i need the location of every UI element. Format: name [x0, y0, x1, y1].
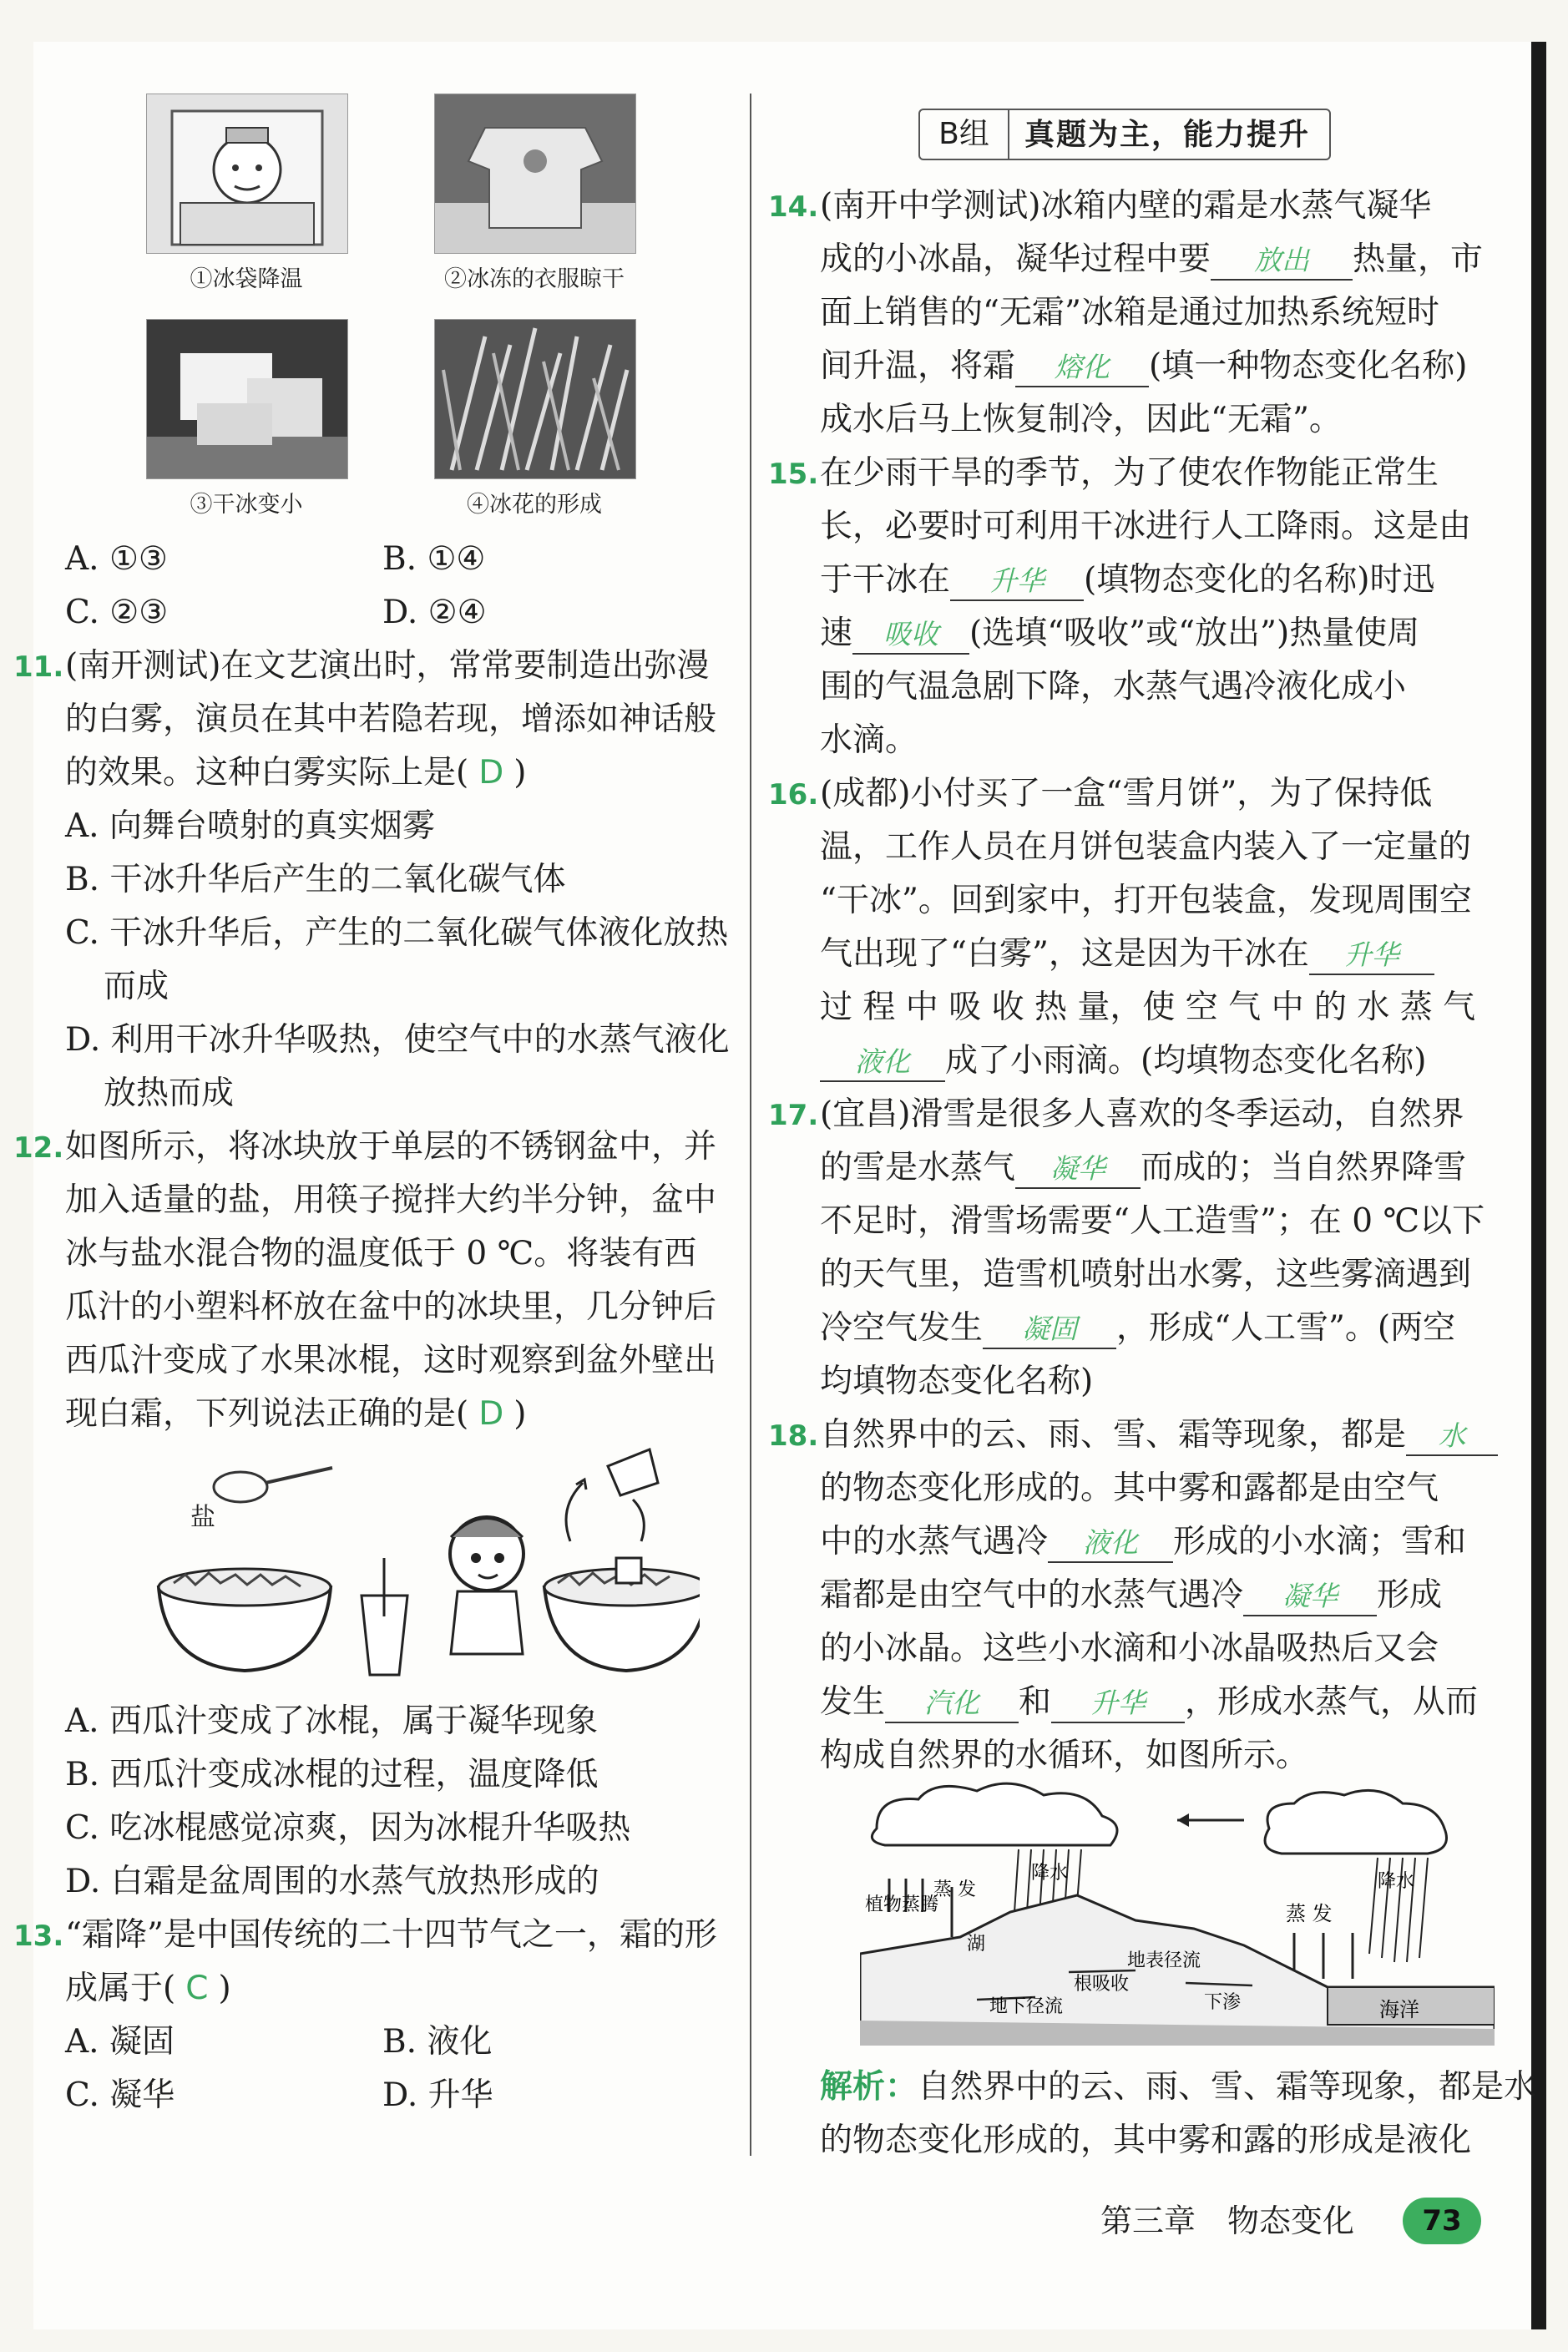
- q18-blank-3[interactable]: 凝华: [1243, 1578, 1377, 1616]
- q17-text: 不足时，滑雪场需要“人工造雪”；在 0 ℃以下: [820, 1202, 1485, 1240]
- q12-text: 西瓜汁变成了水果冰棍，这时观察到盆外壁出: [65, 1342, 717, 1379]
- q12-text: 如图所示，将冰块放于单层的不锈钢盆中，并: [65, 1128, 717, 1166]
- question-12: [13, 1120, 733, 1909]
- question-number: 16.: [768, 778, 819, 812]
- diagram-label-ocean: 海洋: [1379, 1998, 1419, 2021]
- q16-text: 成了小雨滴。(均填物态变化名称): [945, 1042, 1427, 1080]
- q15-text: 长，必要时可利用干冰进行人工降雨。这是由: [820, 508, 1472, 545]
- diagram-label-evaporation: 蒸 发: [933, 1879, 976, 1900]
- photo-ice-flower: [434, 319, 636, 479]
- q18-blank-4[interactable]: 汽化: [885, 1685, 1019, 1723]
- q18-text: 形成: [1377, 1576, 1443, 1614]
- q10-option-d[interactable]: D. ②④: [382, 594, 487, 631]
- q10-option-b[interactable]: B. ①④: [382, 540, 486, 578]
- question-15: [768, 447, 1488, 767]
- diagram-label-transpiration: 植物蒸腾: [865, 1894, 939, 1915]
- q11-option-d[interactable]: D. 利用干冰升华吸热，使空气中的水蒸气液化: [65, 1021, 730, 1059]
- q11-option-d-cont: 放热而成: [104, 1075, 235, 1112]
- q18-blank-5[interactable]: 升华: [1051, 1685, 1185, 1723]
- q18-text: 和: [1019, 1683, 1052, 1721]
- diagram-label-evaporation-sea: 蒸 发: [1286, 1902, 1333, 1925]
- group-title: 真题为主，能力提升: [1024, 117, 1311, 152]
- q14-text: (南开中学测试)冰箱内壁的霜是水蒸气凝华: [820, 187, 1432, 225]
- q18-text: 发生: [820, 1683, 886, 1721]
- q12-option-d[interactable]: D. 白霜是盆周围的水蒸气放热形成的: [65, 1863, 599, 1900]
- q15-blank-2[interactable]: 吸收: [852, 616, 969, 655]
- q13-option-b[interactable]: B. 液化: [382, 2023, 493, 2061]
- question-17: [768, 1088, 1488, 1409]
- q17-text: (宜昌)滑雪是很多人喜欢的冬季运动，自然界: [820, 1095, 1464, 1133]
- q16-text: 过 程 中 吸 收 热 量，使 空 气 中 的 水 蒸 气: [820, 989, 1476, 1026]
- q15-text: 围的气温急剧下降，水蒸气遇冷液化成小: [820, 668, 1407, 706]
- q13-text: 成属于(: [65, 1970, 176, 2007]
- photo-caption: ④冰花的形成: [467, 492, 602, 518]
- q15-text: 水滴。: [820, 721, 918, 759]
- diagram-label-surface-runoff: 地表径流: [1127, 1950, 1201, 1971]
- q18-text: ，形成水蒸气，从而: [1185, 1683, 1479, 1721]
- question-number: 13.: [13, 1920, 64, 1953]
- dry-ice-icon: [147, 320, 347, 478]
- page-edge: [1531, 42, 1546, 2329]
- q17-text: ，形成“人工雪”。(两空: [1116, 1309, 1456, 1347]
- q14-blank-2[interactable]: 熔化: [1015, 349, 1149, 387]
- q15-blank-1[interactable]: 升华: [950, 563, 1084, 601]
- question-18: [768, 1409, 1488, 1783]
- q14-text: 成水后马上恢复制冷，因此“无霜”。: [820, 401, 1342, 438]
- diagram-label-lake: 湖: [967, 1934, 986, 1955]
- cloud-left-icon: [872, 1783, 1117, 1845]
- q11-text: 的效果。这种白雾实际上是(: [65, 754, 469, 792]
- diagram-label-root-absorption: 根吸收: [1074, 1974, 1130, 1995]
- question-number: 15.: [768, 458, 819, 491]
- q11-answer: D: [478, 754, 504, 792]
- q15-text: (填物态变化的名称)时迅: [1084, 561, 1435, 599]
- question-16: [768, 767, 1488, 1088]
- q13-options-row2: [65, 2069, 733, 2122]
- q14-text: 热量，市: [1353, 240, 1484, 278]
- diagram-label-precipitation-sea: 降水: [1378, 1871, 1415, 1892]
- question-13: [13, 1909, 733, 2122]
- q10-options-row1: [65, 533, 733, 586]
- frozen-clothes-icon: [435, 94, 635, 253]
- q11-option-c[interactable]: C. 干冰升华后，产生的二氧化碳气体液化放热: [65, 914, 729, 952]
- q13-option-c[interactable]: C. 凝华: [65, 2076, 175, 2114]
- q12-text: 现白霜，下列说法正确的是(: [65, 1395, 469, 1433]
- diagram-label-groundwater: 地下径流: [989, 1996, 1064, 2017]
- water-cycle-diagram: [860, 1778, 1495, 2046]
- q11-option-c-cont: 而成: [104, 968, 169, 1005]
- diagram-label-infiltration: 下渗: [1204, 1992, 1242, 2013]
- analysis-label: 解析：: [820, 2068, 918, 2106]
- q10-options-row2: [65, 586, 733, 640]
- photo-dry-ice: [146, 319, 348, 479]
- q15-text: 在少雨干旱的季节，为了使农作物能正常生: [820, 454, 1439, 492]
- q12-text: 瓜汁的小塑料杯放在盆中的冰块里，几分钟后: [65, 1288, 717, 1326]
- question-number: 17.: [768, 1099, 819, 1132]
- q14-text: 成的小冰晶，凝华过程中要: [820, 240, 1211, 278]
- q18-blank-1[interactable]: 水: [1406, 1418, 1498, 1456]
- question-number: 11.: [13, 650, 64, 684]
- analysis-text: 自然界中的云、雨、雪、霜等现象，都是水: [918, 2068, 1537, 2106]
- ice-salt-experiment-icon: [65, 1441, 700, 1692]
- salt-label: 盐: [190, 1503, 215, 1532]
- q15-text: 于干冰在: [820, 561, 951, 599]
- q13-option-a[interactable]: A. 凝固: [65, 2023, 175, 2061]
- q12-figure: [65, 1441, 733, 1695]
- q17-text: 的天气里，造雪机喷射出水雾，这些雾滴遇到: [820, 1256, 1472, 1293]
- question-14: [768, 180, 1488, 447]
- q13-option-d[interactable]: D. 升华: [382, 2076, 493, 2114]
- q18-text: 的物态变化形成的。其中雾和露都是由空气: [820, 1469, 1439, 1507]
- diagram-label-precipitation: 降水: [1031, 1863, 1069, 1884]
- q14-text: (填一种物态变化名称): [1149, 347, 1468, 385]
- q18-text: 中的水蒸气遇冷: [820, 1523, 1049, 1560]
- cloud-right-icon: [1265, 1790, 1447, 1854]
- chapter-footer: 第三章 物态变化: [1100, 2203, 1355, 2239]
- q12-option-b[interactable]: B. 西瓜汁变成冰棍的过程，温度降低: [65, 1756, 599, 1793]
- q17-text: 的雪是水蒸气: [820, 1149, 1016, 1186]
- q17-blank-2[interactable]: 凝固: [983, 1311, 1116, 1349]
- question-number: 18.: [768, 1419, 819, 1453]
- q11-option-b[interactable]: B. 干冰升华后产生的二氧化碳气体: [65, 861, 566, 898]
- q18-text: 的小冰晶。这些小水滴和小冰晶吸热后又会: [820, 1630, 1439, 1667]
- q18-text: 构成自然界的水循环，如图所示。: [820, 1737, 1309, 1774]
- q16-text: (成都)小付买了一盒“雪月饼”，为了保持低: [820, 775, 1433, 812]
- q13-text: “霜降”是中国传统的二十四节气之一，霜的形: [65, 1916, 717, 1954]
- q16-text: “干冰”。回到家中，打开包装盒，发现周围空: [820, 882, 1472, 919]
- photo-frozen-clothes: [434, 94, 636, 254]
- q17-text: 而成的；当自然界降雪: [1141, 1149, 1467, 1186]
- q11-option-a[interactable]: A. 向舞台喷射的真实烟雾: [65, 807, 435, 845]
- q18-blank-2[interactable]: 液化: [1048, 1525, 1173, 1563]
- q12-text: 加入适量的盐，用筷子搅拌大约半分钟，盆中: [65, 1181, 717, 1219]
- q17-text: 均填物态变化名称): [820, 1363, 1094, 1400]
- photo-caption: ①冰袋降温: [190, 266, 303, 292]
- question-number: 12.: [13, 1131, 64, 1165]
- q16-text: 气出现了“白雾”，这是因为干冰在: [820, 935, 1309, 973]
- q14-text: 面上销售的“无霜”冰箱是通过加热系统短时: [820, 294, 1439, 331]
- analysis: [820, 2061, 1537, 2167]
- sick-child-icepack-icon: [147, 94, 347, 253]
- q16-text: 温，工作人员在月饼包装盒内装入了一定量的: [820, 828, 1472, 866]
- q11-text: (南开测试)在文艺演出时，常常要制造出弥漫: [65, 647, 710, 685]
- q11-text: 的白雾，演员在其中若隐若现，增添如神话般: [65, 701, 717, 738]
- q18-text: 自然界中的云、雨、雪、霜等现象，都是: [820, 1416, 1407, 1454]
- group-name: B组: [920, 110, 1009, 159]
- q11-text: ): [513, 754, 527, 792]
- q12-option-a[interactable]: A. 西瓜汁变成了冰棍，属于凝华现象: [65, 1702, 598, 1740]
- q16-blank-2[interactable]: 液化: [820, 1044, 945, 1082]
- q18-text: 霜都是由空气中的水蒸气遇冷: [820, 1576, 1244, 1614]
- question-11: [13, 640, 733, 1120]
- q17-text: 冷空气发生: [820, 1309, 984, 1347]
- q10-option-a[interactable]: A. ①③: [65, 540, 168, 578]
- q13-answer: C: [185, 1970, 209, 2007]
- analysis-text: 的物态变化形成的，其中雾和露的形成是液化: [820, 2122, 1472, 2159]
- q14-text: 间升温，将霜: [820, 347, 1016, 385]
- column-divider: [750, 94, 751, 2156]
- q18-text: 形成的小水滴；雪和: [1173, 1523, 1467, 1560]
- q15-text: 速: [820, 615, 853, 652]
- q12-text: 冰与盐水混合物的温度低于 0 ℃。将装有西: [65, 1235, 697, 1272]
- question-number: 14.: [768, 190, 819, 224]
- page-number: 73: [1403, 2198, 1481, 2244]
- q16-blank-1[interactable]: 升华: [1309, 937, 1434, 975]
- q13-text: ): [218, 1970, 231, 2007]
- photo-caption: ②冰冻的衣服晾干: [444, 266, 625, 292]
- q13-options-row1: [65, 2016, 733, 2069]
- group-header: [918, 109, 1331, 160]
- q10-option-c[interactable]: C. ②③: [65, 594, 169, 631]
- q12-answer: D: [478, 1395, 504, 1433]
- photo-ice-bag: [146, 94, 348, 254]
- ice-flower-icon: [435, 320, 635, 478]
- q17-blank-1[interactable]: 凝华: [1015, 1151, 1141, 1189]
- q12-text: ): [513, 1395, 527, 1433]
- photo-caption: ③干冰变小: [190, 492, 303, 518]
- q12-option-c[interactable]: C. 吃冰棍感觉凉爽，因为冰棍升华吸热: [65, 1809, 631, 1847]
- q14-blank-1[interactable]: 放出: [1211, 242, 1353, 281]
- q15-text: (选填“吸收”或“放出”)热量使周: [969, 615, 1420, 652]
